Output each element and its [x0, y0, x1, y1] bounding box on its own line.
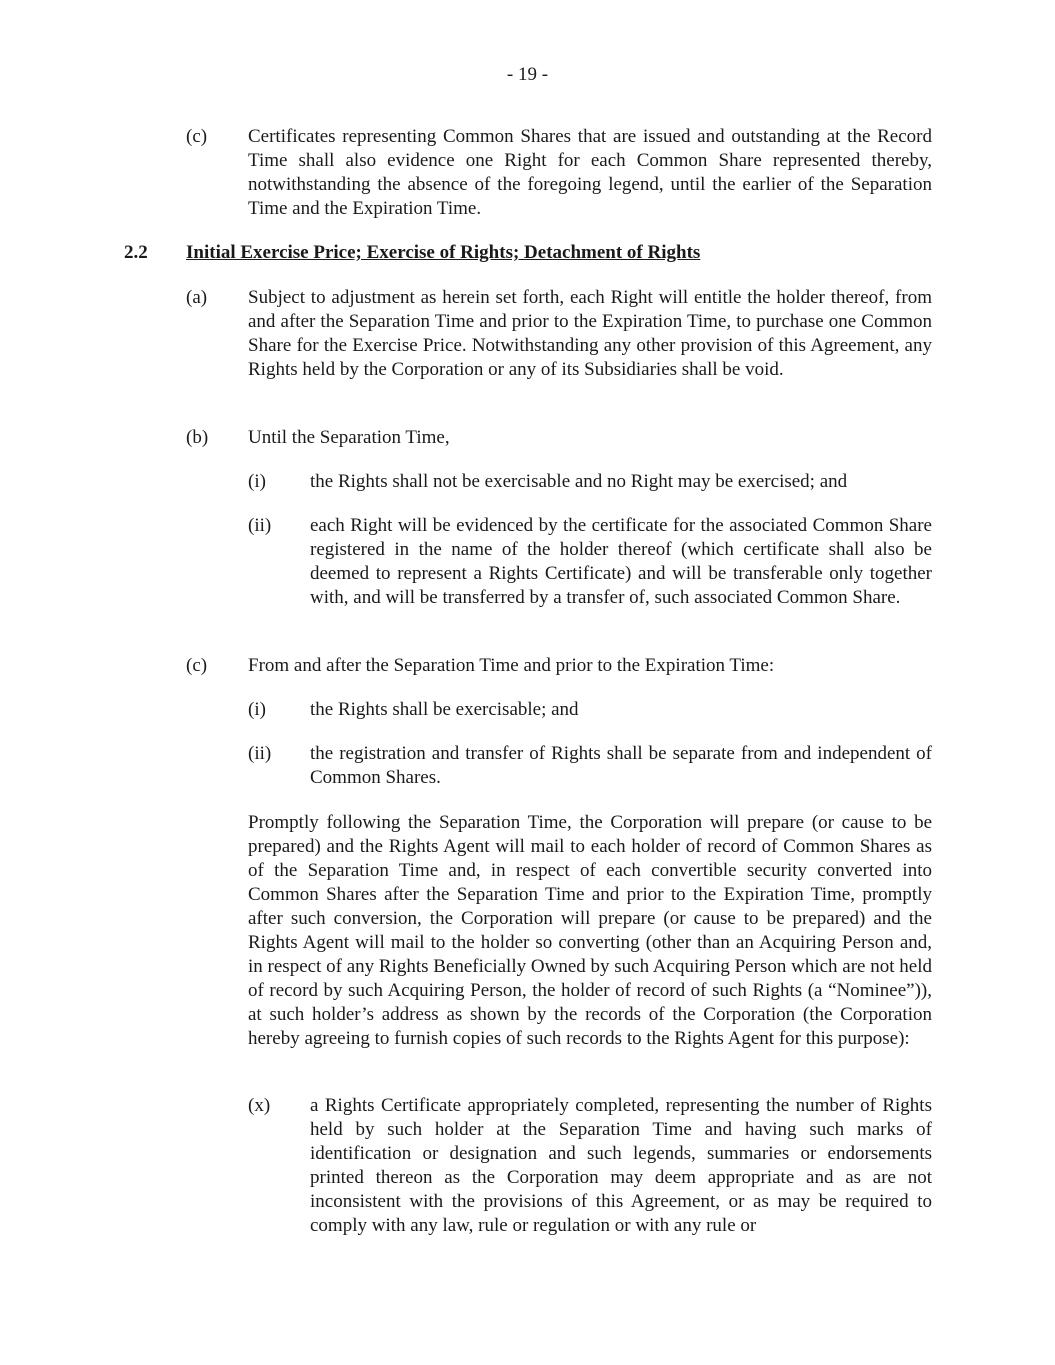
subclause-label: (ii) — [248, 515, 272, 536]
subclause-text: each Right will be evidenced by the certificate for the associated Common Share registered in the name of the holder thereof (which certificate shall also be deemed to represent a Rights Certificate) and will be transferable only together with, and will be transferred by a transfer of, such associated Common Share. — [310, 515, 932, 608]
clause-c — [186, 654, 932, 678]
subclause-label: (ii) — [248, 743, 272, 764]
section-title: Initial Exercise Price; Exercise of Rights; Detachment of Rights — [186, 242, 701, 263]
clause-label: (c) — [186, 126, 208, 147]
clause-text: Certificates representing Common Shares that are issued and outstanding at the Record Time shall also evidence one Right for each Common Share represented thereby, notwithstanding the absence of the foregoing legend, until the earlier of the Separation Time and the Expiration Time. — [248, 126, 932, 219]
subclause-text: a Rights Certificate appropriately completed, representing the number of Rights held by such holder at the Separation Time and having such marks of identification or designation and such legends, summaries or endorsements printed thereon as the Corporation may deem appropriate and as are not inconsistent with the provisions of this Agreement, or as may be required to comply with any law, rule or regulation or with any rule or — [310, 1095, 932, 1236]
subclause-text: the Rights shall not be exercisable and no Right may be exercised; and — [310, 471, 848, 492]
clause-text: From and after the Separation Time and prior to the Expiration Time: — [248, 655, 775, 676]
subclause-label: (i) — [248, 471, 266, 492]
subclause-text: the Rights shall be exercisable; and — [310, 699, 579, 720]
page-number: - 19 - — [506, 64, 549, 85]
subclause-b-ii — [248, 514, 932, 610]
distribution-paragraph: Promptly following the Separation Time, the Corporation will prepare (or cause to be prepared) and the Rights Agent will mail to each holder of record of Common Shares as of the Separation Time and, in respect of each convertible security converted into Common Shares after the Separation Time and prior to the Expiration Time, promptly after such conversion, the Corporation will prepare (or cause to be prepared) and the Rights Agent will mail to the holder so converting (other than an Acquiring Person and, in respect of any Rights Beneficially Owned by such Acquiring Person which are not held of record by such Acquiring Person, the holder of record of such Rights (a “Nominee”)), at such holder’s address as shown by the records of the Corporation (the Corporation hereby agreeing to furnish copies of such records to the Rights Agent for this purpose): — [248, 812, 932, 1049]
subclause-c-ii — [248, 742, 932, 790]
subclause-c-x — [248, 1094, 932, 1238]
subclause-label: (x) — [248, 1095, 271, 1116]
clause-label: (b) — [186, 427, 209, 448]
clause-label: (a) — [186, 287, 208, 308]
clause-b — [186, 426, 932, 450]
subclause-label: (i) — [248, 699, 266, 720]
subclause-c-i — [248, 698, 932, 722]
clause-c-certificates — [186, 125, 932, 221]
section-number: 2.2 — [124, 242, 148, 263]
subclause-b-i — [248, 470, 932, 494]
section-heading — [124, 241, 700, 265]
clause-a — [186, 286, 932, 382]
clause-text: Until the Separation Time, — [248, 427, 450, 448]
clause-text: Subject to adjustment as herein set forth, each Right will entitle the holder thereof, from and after the Separation Time and prior to the Expiration Time, to purchase one Common Share for the Exercise Price. Notwithstanding any other provision of this Agreement, any Rights held by the Corporation or any of its Subsidiaries shall be void. — [248, 287, 932, 380]
subclause-text: the registration and transfer of Rights shall be separate from and independent of Common Shares. — [310, 743, 932, 788]
clause-label: (c) — [186, 655, 208, 676]
